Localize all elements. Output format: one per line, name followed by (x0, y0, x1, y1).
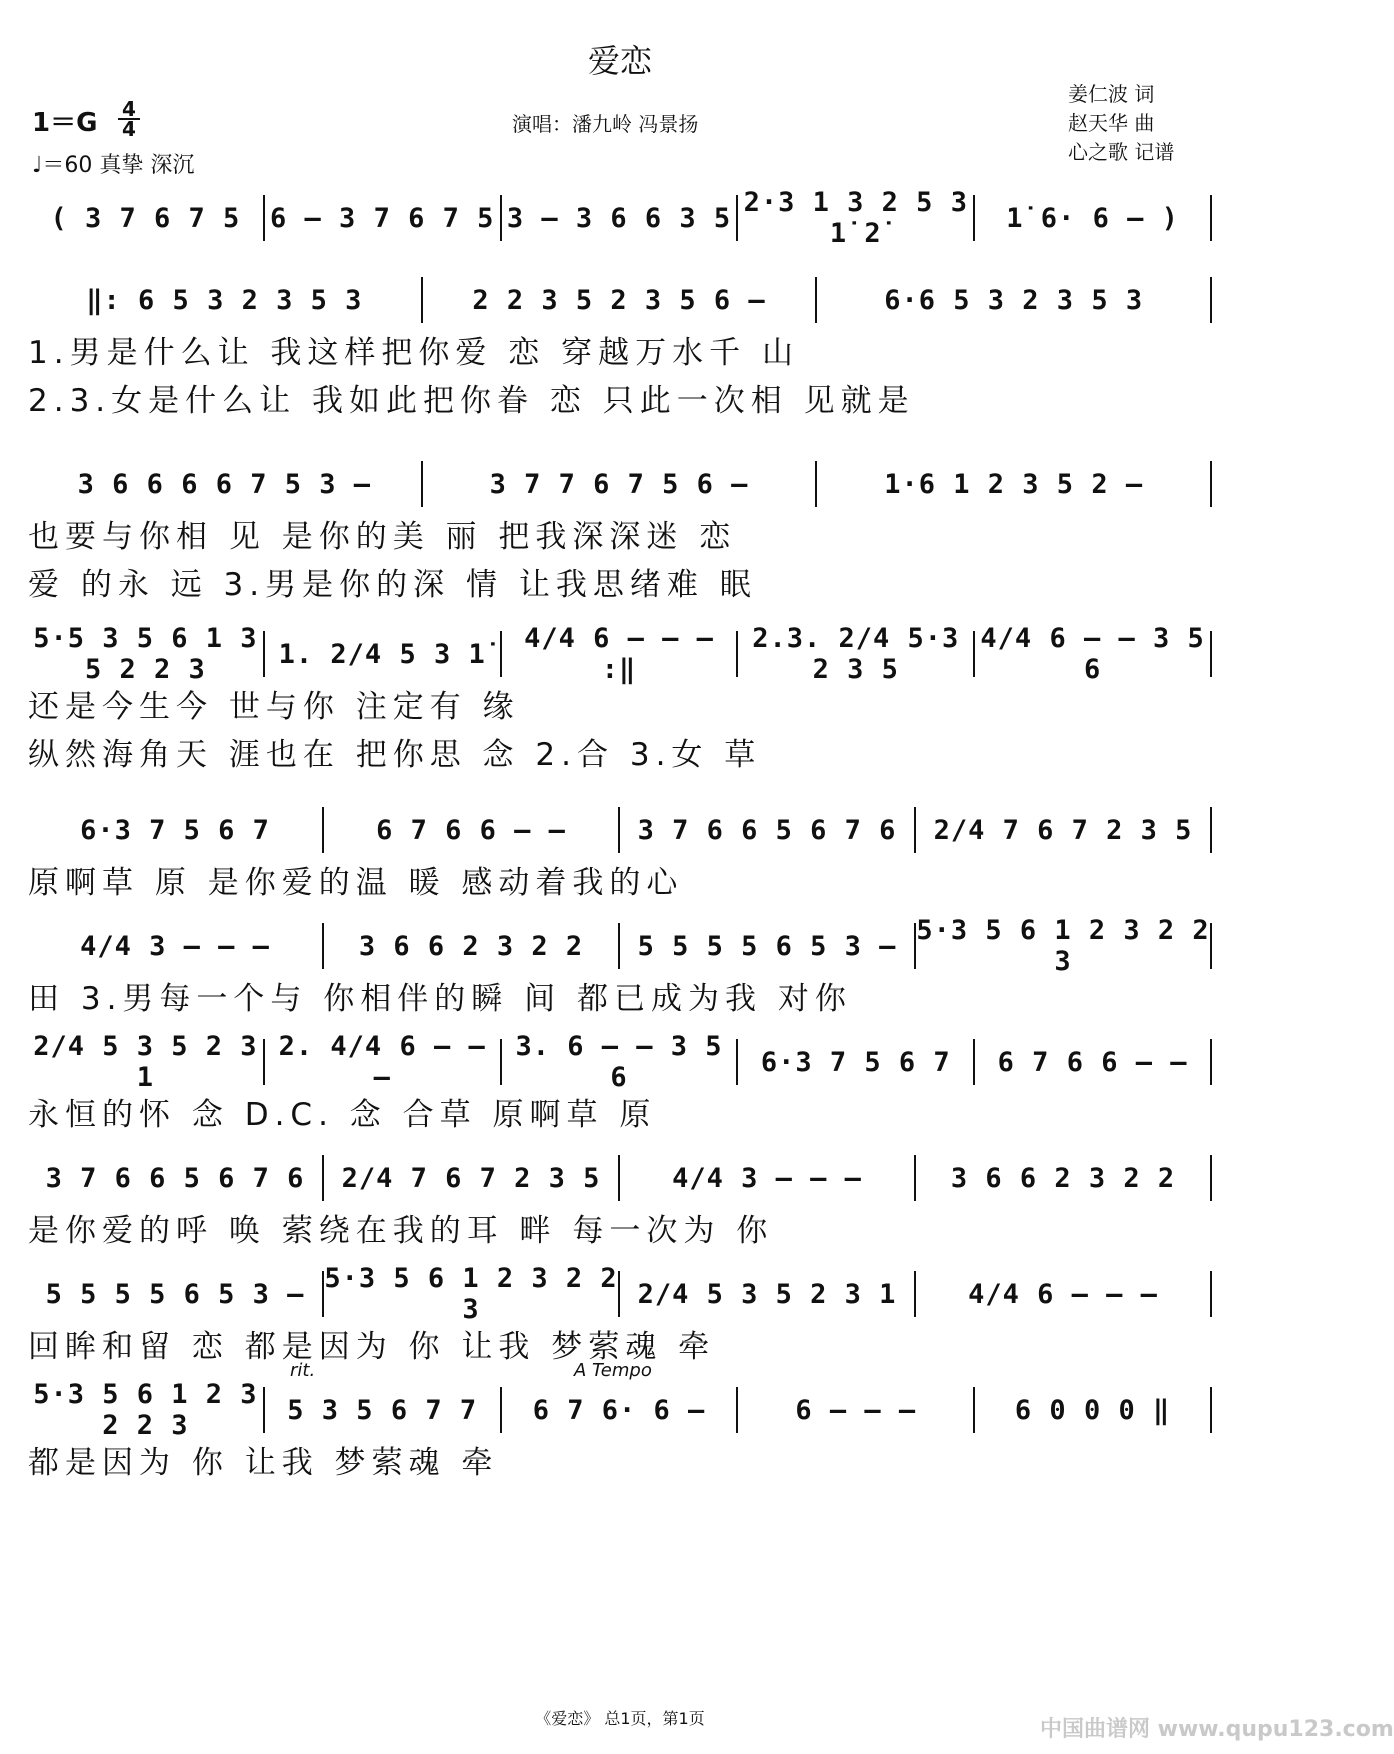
key-signature: 1＝G (32, 108, 98, 138)
lyric-line: 都是因为 你 让我 梦萦魂 牵 (28, 1445, 499, 1481)
score-system (28, 454, 1212, 624)
notation-row (28, 1032, 1212, 1092)
bar-line (1210, 1387, 1212, 1433)
score-system (28, 800, 1212, 916)
lyric-line: 是你爱的呼 唤 萦绕在我的耳 畔 每一次为 你 (28, 1213, 774, 1249)
notation-row (28, 916, 1212, 976)
measure: 6 – – – (795, 1394, 917, 1426)
site-watermark: 中国曲谱网 www.qupu123.com (1040, 1717, 1394, 1742)
measure: 2·3 1 3 2 5 3 1̇ 2̇ (743, 187, 968, 249)
measure: 6·3 7 5 6 7 (80, 814, 270, 846)
measure: 5·5 3 5 6 1 3 5 2 2 3 (33, 623, 258, 685)
measure: 4/4 6 – – – (968, 1278, 1158, 1310)
measure: 3 6 6 2 3 2 2 (358, 930, 584, 962)
bar-line (1210, 461, 1212, 507)
measure: 3. 6 – – 3 5 6 (515, 1031, 723, 1093)
lyric-line: 爱 的永 远 3.男是你的深 情 让我思绪难 眠 (28, 567, 757, 603)
lyric-line: 1.男是什么让 我这样把你爱 恋 穿越万水千 山 (28, 335, 799, 371)
lyric-line: 还是今生今 世与你 注定有 缘 (28, 689, 520, 725)
lyric-line: 纵然海角天 涯也在 把你思 念 2.合 3.女 草 (28, 737, 762, 773)
lyric-line: 也要与你相 见 是你的美 丽 把我深深迷 恋 (28, 519, 737, 555)
bar-line (1210, 195, 1212, 241)
measure: 3 6 6 6 6 7 5 3 – (77, 468, 371, 500)
bar-line (1210, 923, 1212, 969)
score-system (28, 1148, 1212, 1264)
measure: 6 7 6 6 – – (997, 1046, 1188, 1078)
singers-credit: 演唱：潘九岭 冯景扬 (512, 112, 699, 136)
measure: 2/4 7 6 7 2 3 5 (341, 1162, 601, 1194)
measure: 2/4 5 3 5 2 3 1 (33, 1031, 258, 1093)
credits (1068, 80, 1174, 167)
measure: 2 2 3 5 2 3 5 6 – (472, 284, 766, 316)
tempo-marking: ♩＝60 真挚 深沉 (32, 153, 195, 178)
song-title: 爱恋 (587, 42, 652, 80)
notation-row (28, 800, 1212, 860)
measure: ‖: 6 5 3 2 3 5 3 (86, 284, 363, 316)
bar-line (1210, 1039, 1212, 1085)
bar-line (1210, 807, 1212, 853)
measure: 4/4 6 – – 3 5 6 (980, 623, 1205, 685)
measure: 4/4 6 – – – :‖ (524, 623, 714, 685)
measure: 1̇ 6· 6 – ) (1006, 202, 1179, 234)
score-system (28, 270, 1212, 454)
measure: 5·3 5 6 1 2 3 2 2 3 (916, 915, 1210, 977)
notation-row (28, 1380, 1212, 1440)
score-system (28, 188, 1212, 270)
composer-credit: 赵天华 曲 (1068, 111, 1155, 135)
lyric-line: 原啊草 原 是你爱的温 暖 感动着我的心 (28, 865, 684, 901)
measure: 6 7 6· 6 – (532, 1394, 706, 1426)
measure: 2/4 7 6 7 2 3 5 (933, 814, 1193, 846)
measure: 2/4 5 3 5 2 3 1 (637, 1278, 897, 1310)
notation-row (28, 270, 1212, 330)
measure: 1. 2/4 5 3 1̇ (278, 638, 486, 670)
notation-row (28, 1264, 1212, 1324)
measure: 6·6 5 3 2 3 5 3 (884, 284, 1144, 316)
time-signature-top: 4 (122, 97, 136, 121)
measure: 6 – 3 7 6 7 5 (270, 202, 495, 234)
measure: 3 7 7 6 7 5 6 – (489, 468, 749, 500)
time-signature-bottom: 4 (122, 117, 136, 141)
measure: 6 7 6 6 – – (376, 814, 566, 846)
measure: 6·3 7 5 6 7 (760, 1046, 951, 1078)
measure: 5·3 5 6 1 2 3 2 2 3 (33, 1379, 258, 1441)
score-body (28, 188, 1212, 1500)
measure: 1·6 1 2 3 5 2 – (884, 468, 1144, 500)
measure: 3 7 6 6 5 6 7 6 (637, 814, 897, 846)
measure: 6 0 0 0 ‖ (1014, 1394, 1171, 1426)
measure: 5·3 5 6 1 2 3 2 2 3 (324, 1263, 618, 1325)
time-signature (118, 97, 140, 141)
lyric-line: 回眸和留 恋 都是因为 你 让我 梦萦魂 牵 (28, 1329, 716, 1365)
notation-row (28, 188, 1212, 248)
measure: 3 – 3 6 6 3 5 (506, 202, 732, 234)
notation-row (28, 1148, 1212, 1208)
transcriber-credit: 心之歌 记谱 (1068, 140, 1175, 164)
measure: 5 3 5 6 7 7 (287, 1394, 478, 1426)
measure: ( 3 7 6 7 5 (50, 202, 241, 234)
measure: 3 7 6 6 5 6 7 6 (45, 1162, 305, 1194)
score-system (28, 916, 1212, 1032)
performance-direction: A Tempo (574, 1360, 652, 1381)
notation-row (28, 624, 1212, 684)
measure: 4/4 3 – – – (672, 1162, 862, 1194)
lyric-line: 永恒的怀 念 D.C. 念 合草 原啊草 原 (28, 1097, 657, 1133)
performance-direction: rit. (290, 1360, 316, 1381)
measure: 2.3. 2/4 5·3 2 3 5 (752, 623, 960, 685)
measure: 2. 4/4 6 – – – (278, 1031, 486, 1093)
bar-line (1210, 1155, 1212, 1201)
lyric-line: 2.3.女是什么让 我如此把你眷 恋 只此一次相 见就是 (28, 383, 915, 419)
measure: 3 6 6 2 3 2 2 (950, 1162, 1176, 1194)
bar-line (1210, 631, 1212, 677)
score-system (28, 1360, 1212, 1500)
measure: 4/4 3 – – – (80, 930, 270, 962)
lyricist-credit: 姜仁波 词 (1068, 82, 1155, 106)
bar-line (1210, 277, 1212, 323)
measure: 5 5 5 5 6 5 3 – (637, 930, 897, 962)
score-system (28, 1032, 1212, 1148)
notation-row (28, 454, 1212, 514)
page-footer: 《爱恋》 总1页，第1页 (535, 1709, 705, 1728)
lyric-line: 田 3.男每一个与 你相伴的瞬 间 都已成为我 对你 (28, 981, 852, 1017)
bar-line (1210, 1271, 1212, 1317)
measure: 5 5 5 5 6 5 3 – (45, 1278, 305, 1310)
score-system (28, 624, 1212, 800)
